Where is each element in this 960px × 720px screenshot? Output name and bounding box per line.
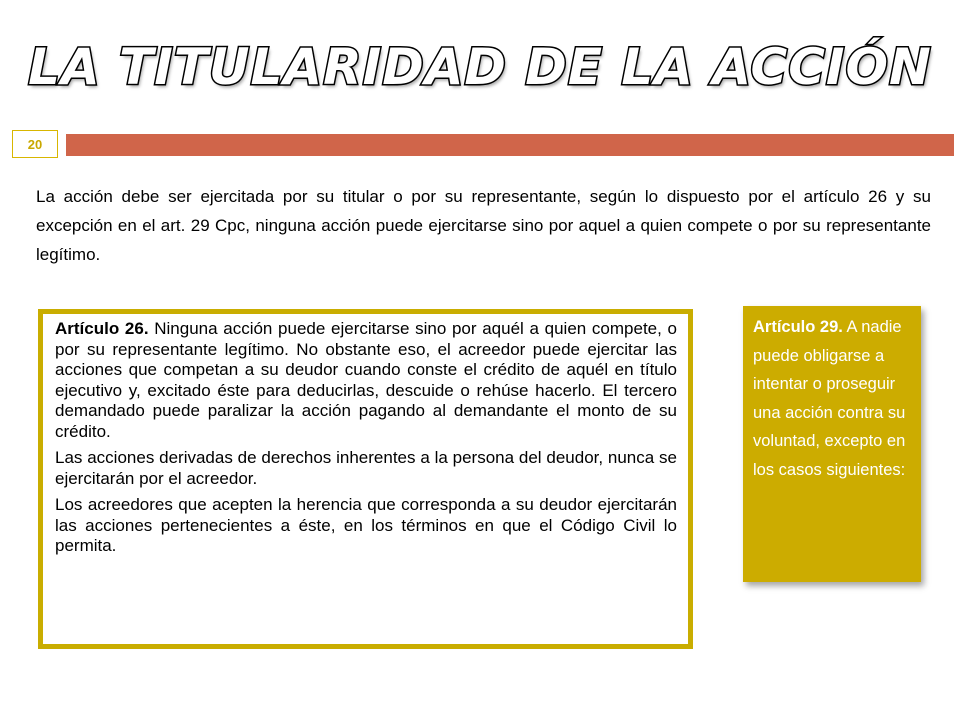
article-29-box [743, 306, 921, 582]
article-26-box [38, 309, 693, 649]
article-26-heading: Artículo 26. [55, 319, 149, 338]
article-26-paragraph-1 [55, 319, 677, 442]
accent-bar [66, 134, 954, 156]
article-29-text: A nadie puede obligarse a intentar o proseguir una acción contra su voluntad, excepto en los casos siguientes: [753, 318, 906, 479]
article-26-paragraph-3: Los acreedores que acepten la herencia que corresponda a su deudor ejercitarán las acciones pertenecientes a éste, en los términos en que el Código Civil lo permita. [55, 495, 677, 555]
intro-paragraph: La acción debe ser ejercitada por su titular o por su representante, según lo dispuesto por el artículo 26 y su excepción en el art. 29 Cpc, ninguna acción puede ejercitarse sino por aquel a quien compete o por su representante legítimo. [36, 187, 931, 264]
slide-number [12, 130, 58, 158]
slide-number-label: 20 [27, 136, 43, 152]
article-26-paragraph-2: Las acciones derivadas de derechos inherentes a la persona del deudor, nunca se ejercitarán por el acreedor. [55, 448, 677, 488]
article-29-heading: Artículo 29. [753, 318, 843, 336]
article-26-text-1: Ninguna acción puede ejercitarse sino por aquél a quien compete, o por su representante legítimo. No obstante eso, el acreedor puede ejercitar las acciones que competan a su deudor cuando conste el crédito de aquél en título ejecutivo y, excitado éste para deducirlas, descuide o rehúse hacerlo. El tercero demandado puede paralizar la acción pagando al demandante el monto de su crédito. [55, 319, 677, 441]
slide-title: LA TITULARIDAD DE LA ACCIÓN [28, 38, 932, 96]
